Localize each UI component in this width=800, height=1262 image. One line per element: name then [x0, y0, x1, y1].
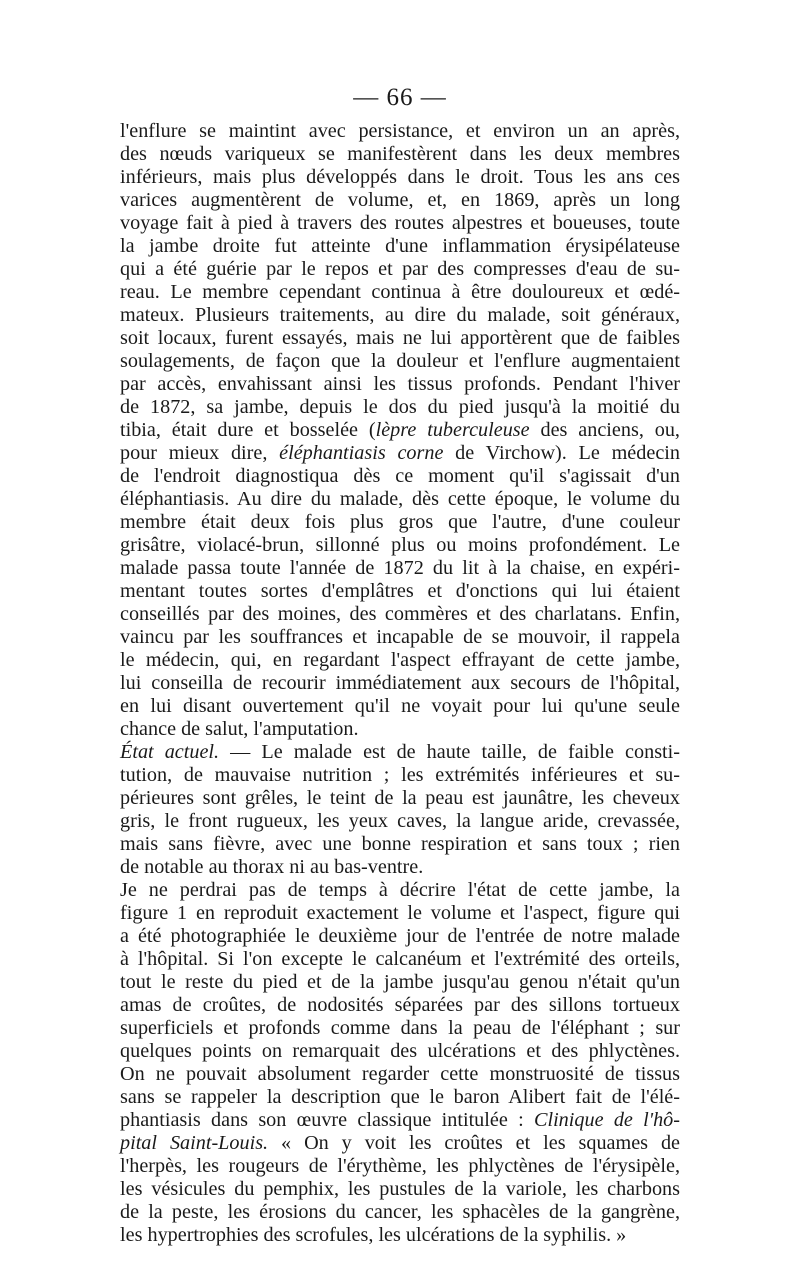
text-line [120, 971, 680, 994]
text-line [120, 856, 680, 879]
text-segment: tibia, était dure et bosselée ( [120, 419, 376, 441]
text-line [120, 511, 680, 534]
text-line [120, 649, 680, 672]
text-line [120, 1155, 680, 1178]
text-line [120, 1178, 680, 1201]
text-segment: mateux. Plusieurs traitements, au dire du malade, soit généraux, [120, 304, 680, 326]
text-segment: de Virchow). Le médecin [443, 442, 680, 464]
text-line [120, 948, 680, 971]
text-segment: mais sans fièvre, avec une bonne respiration et sans toux ; rien [120, 833, 680, 855]
text-segment: On ne pouvait absolument regarder cette monstruosité de tissus [120, 1063, 680, 1085]
text-line [120, 143, 680, 166]
text-line [120, 120, 680, 143]
text-line [120, 1224, 680, 1247]
text-line [120, 189, 680, 212]
text-line [120, 994, 680, 1017]
text-segment: éléphantiasis. Au dire du malade, dès cette époque, le volume du [120, 488, 680, 510]
text-segment: chance de salut, l'amputation. [120, 718, 359, 740]
italic-text: Clinique de l'hô- [534, 1109, 680, 1131]
text-line [120, 419, 680, 442]
text-segment: phantiasis dans son œuvre classique intitulée : [120, 1109, 534, 1131]
text-segment: Je ne perdrai pas de temps à décrire l'état de cette jambe, la [120, 879, 680, 901]
text-segment: soit locaux, furent essayés, mais ne lui apportèrent que de faibles [120, 327, 680, 349]
text-line [120, 212, 680, 235]
text-segment: qui a été guérie par le repos et par des compresses d'eau de su- [120, 258, 680, 280]
text-line [120, 281, 680, 304]
text-line [120, 879, 680, 902]
text-segment: les hypertrophies des scrofules, les ulcérations de la syphilis. » [120, 1224, 627, 1246]
italic-text: lèpre tuberculeuse [375, 419, 530, 441]
italic-text: État actuel. [120, 741, 220, 763]
text-line [120, 465, 680, 488]
text-line [120, 235, 680, 258]
italic-text: pital Saint-Louis. [120, 1132, 269, 1154]
text-segment: conseillés par des moines, des commères et des charlatans. Enfin, [120, 603, 680, 625]
text-segment: vaincu par les souffrances et incapable de se mouvoir, il rappela [120, 626, 680, 648]
text-segment: — Le malade est de haute taille, de faible consti- [219, 741, 680, 763]
text-segment: les vésicules du pemphix, les pustules de la variole, les charbons [120, 1178, 680, 1200]
text-line [120, 626, 680, 649]
text-line [120, 1086, 680, 1109]
body-text [120, 120, 680, 1247]
text-segment: malade passa toute l'année de 1872 du lit à la chaise, en expéri- [120, 557, 680, 579]
text-segment: en lui disant ouvertement qu'il ne voyait pour lui qu'une seule [120, 695, 680, 717]
text-segment: figure 1 en reproduit exactement le volume et l'aspect, figure qui [120, 902, 680, 924]
text-line [120, 672, 680, 695]
text-segment: voyage fait à pied à travers des routes alpestres et boueuses, toute [120, 212, 680, 234]
text-segment: membre était deux fois plus gros que l'autre, d'une couleur [120, 511, 680, 533]
text-line [120, 1017, 680, 1040]
text-segment: soulagements, de façon que la douleur et l'enflure augmentaient [120, 350, 680, 372]
text-segment: amas de croûtes, de nodosités séparées par des sillons tortueux [120, 994, 680, 1016]
text-segment: périeures sont grêles, le teint de la peau est jaunâtre, les cheveux [120, 787, 680, 809]
text-line [120, 350, 680, 373]
text-line [120, 1132, 680, 1155]
text-segment: de l'endroit diagnostiqua dès ce moment qu'il s'agissait d'un [120, 465, 680, 487]
text-line [120, 695, 680, 718]
text-segment: par accès, envahissant ainsi les tissus profonds. Pendant l'hiver [120, 373, 680, 395]
text-segment: reau. Le membre cependant continua à être douloureux et œdé- [120, 281, 680, 303]
text-segment: l'enflure se maintint avec persistance, et environ un an après, [120, 120, 680, 142]
italic-text: éléphantiasis corne [279, 442, 444, 464]
page-number: — 66 — [353, 84, 447, 111]
text-line [120, 396, 680, 419]
text-line [120, 442, 680, 465]
text-line [120, 534, 680, 557]
text-line [120, 258, 680, 281]
text-line [120, 373, 680, 396]
text-line [120, 1040, 680, 1063]
text-segment: la jambe droite fut atteinte d'une inflammation érysipélateuse [120, 235, 680, 257]
text-segment: sans se rappeler la description que le baron Alibert fait de l'élé- [120, 1086, 680, 1108]
text-segment: des anciens, ou, [529, 419, 680, 441]
text-line [120, 810, 680, 833]
text-line [120, 603, 680, 626]
text-line [120, 1109, 680, 1132]
text-segment: de 1872, sa jambe, depuis le dos du pied jusqu'à la moitié du [120, 396, 680, 418]
text-line [120, 557, 680, 580]
text-segment: pour mieux dire, [120, 442, 280, 464]
text-segment: tution, de mauvaise nutrition ; les extrémités inférieures et su- [120, 764, 680, 786]
text-segment: le médecin, qui, en regardant l'aspect effrayant de cette jambe, [120, 649, 680, 671]
text-line [120, 166, 680, 189]
text-segment: « On y voit les croûtes et les squames de [268, 1132, 680, 1154]
text-line [120, 327, 680, 350]
text-line [120, 1201, 680, 1224]
text-segment: quelques points on remarquait des ulcérations et des phlyctènes. [120, 1040, 680, 1062]
text-segment: de la peste, les érosions du cancer, les sphacèles de la gangrène, [120, 1201, 680, 1223]
text-line [120, 1063, 680, 1086]
text-line [120, 787, 680, 810]
text-line [120, 764, 680, 787]
text-line [120, 304, 680, 327]
text-segment: à l'hôpital. Si l'on excepte le calcanéum et l'extrémité des orteils, [120, 948, 680, 970]
text-line [120, 833, 680, 856]
text-segment: des nœuds variqueux se manifestèrent dans les deux membres [120, 143, 680, 165]
text-line [120, 902, 680, 925]
text-segment: tout le reste du pied et de la jambe jusqu'au genou n'était qu'un [120, 971, 680, 993]
text-segment: gris, le front rugueux, les yeux caves, la langue aride, crevassée, [120, 810, 680, 832]
text-segment: varices augmentèrent de volume, et, en 1869, après un long [120, 189, 680, 211]
text-segment: mentant toutes sortes d'emplâtres et d'onctions qui lui étaient [120, 580, 680, 602]
text-segment: grisâtre, violacé-brun, sillonné plus ou moins profondément. Le [120, 534, 680, 556]
text-segment: superficiels et profonds comme dans la peau de l'éléphant ; sur [120, 1017, 680, 1039]
text-segment: l'herpès, les rougeurs de l'érythème, les phlyctènes de l'érysipèle, [120, 1155, 680, 1177]
text-line [120, 925, 680, 948]
text-segment: inférieurs, mais plus développés dans le droit. Tous les ans ces [120, 166, 680, 188]
text-segment: lui conseilla de recourir immédiatement aux secours de l'hôpital, [120, 672, 680, 694]
text-segment: de notable au thorax ni au bas-ventre. [120, 856, 424, 878]
text-line [120, 718, 680, 741]
text-line [120, 580, 680, 603]
text-line [120, 741, 680, 764]
text-segment: a été photographiée le deuxième jour de l'entrée de notre malade [120, 925, 680, 947]
text-line [120, 488, 680, 511]
